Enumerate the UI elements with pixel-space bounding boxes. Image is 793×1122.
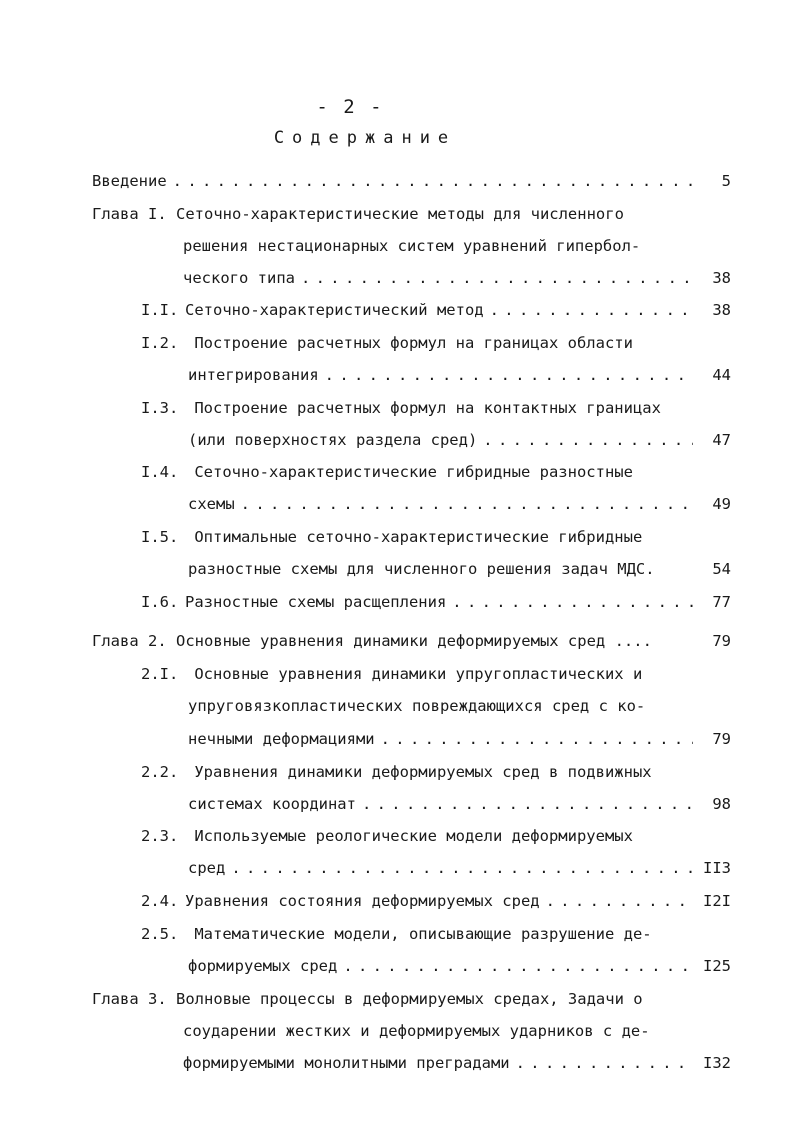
toc-entry-text: Используемые реологические модели деформируемых [194, 827, 633, 845]
leader-dots [301, 267, 693, 289]
toc-title: Содержание [273, 128, 457, 148]
toc-entry-1-6 [141, 591, 731, 613]
toc-entry-text: Оптимальные сеточно-характеристические гибридные [194, 528, 643, 546]
toc-page-number: 79 [712, 730, 731, 748]
toc-entry-1-3 [141, 397, 731, 419]
toc-entry-line [188, 429, 731, 451]
toc-entry-number: I.I. [141, 301, 179, 319]
toc-entry-text: формируемых сред [188, 957, 338, 975]
leader-dots [362, 793, 693, 815]
toc-entry-text: Сеточно-характеристический метод [185, 301, 484, 319]
toc-entry-number: I.4. [141, 463, 179, 481]
toc-entry-1-2 [141, 332, 731, 354]
toc-entry-text: системах координат [188, 795, 356, 813]
toc-entry-text: Математические модели, описывающие разрушение де- [194, 925, 652, 943]
toc-entry-number: 2.5. [141, 925, 179, 943]
toc-entry-line [188, 493, 731, 515]
page-number: - 2 - [316, 96, 384, 118]
toc-page-number: II3 [703, 859, 731, 877]
toc-entry-number: 2.I. [141, 665, 179, 683]
leader-dots [231, 857, 693, 879]
leader-dots [516, 1052, 693, 1074]
toc-entry-2-2 [141, 761, 731, 783]
toc-entry-line [188, 695, 731, 717]
toc-entry-1-5 [141, 526, 731, 548]
toc-entry-intro [92, 170, 731, 192]
toc-entry-2-5 [141, 923, 731, 945]
toc-entry-text: разностные схемы для численного решения задач МДС. [188, 560, 655, 578]
leader-dots [173, 170, 693, 192]
toc-entry-text: упруговязкопластических повреждающихся сред с ко- [188, 697, 646, 715]
toc-page-number: 38 [712, 269, 731, 287]
toc-page-number: I25 [703, 957, 731, 975]
toc-entry-line [188, 793, 731, 815]
toc-entry-text: формируемыми монолитными преградами [183, 1054, 510, 1072]
toc-entry-number: Глава 2. [92, 632, 167, 650]
toc-entry-chapter-3 [92, 988, 731, 1010]
toc-entry-line [188, 857, 731, 879]
toc-page-number: 98 [712, 795, 731, 813]
toc-entry-number: I.2. [141, 334, 179, 352]
toc-entry-1-4 [141, 461, 731, 483]
toc-page-number: 47 [712, 431, 731, 449]
toc-entry-2-4 [141, 890, 731, 912]
toc-entry-chapter-1 [92, 203, 731, 225]
toc-entry-number: 2.2. [141, 763, 179, 781]
toc-entry-line [188, 955, 731, 977]
toc-entry-text: ческого типа [183, 269, 295, 287]
toc-page-number: 77 [712, 593, 731, 611]
toc-entry-line [183, 267, 731, 289]
leader-dots [490, 299, 693, 321]
toc-entry-text: Введение [92, 172, 167, 190]
toc-entry-text: (или поверхностях раздела сред) [188, 431, 478, 449]
leader-dots [325, 364, 693, 386]
toc-page-number: 54 [712, 560, 731, 578]
toc-entry-number: Глава 3. [92, 990, 167, 1008]
toc-entry-text: Основные уравнения динамики упругопластических и [194, 665, 643, 683]
toc-entry-chapter-2 [92, 630, 731, 652]
toc-entry-2-1 [141, 663, 731, 685]
toc-entry-line [188, 364, 731, 386]
toc-entry-text: Волновые процессы в деформируемых средах, Задачи о [176, 990, 643, 1008]
toc-entry-text: Сеточно-характеристические гибридные разностные [194, 463, 633, 481]
toc-page-number: 44 [712, 366, 731, 384]
toc-page-number: I32 [703, 1054, 731, 1072]
toc-entry-text: Уравнения состояния деформируемых сред [185, 892, 540, 910]
toc-entry-2-3 [141, 825, 731, 847]
toc-entry-text: интегрирования [188, 366, 319, 384]
toc-page-number: 5 [721, 172, 731, 190]
toc-entry-text: сред [188, 859, 226, 877]
toc-entry-line [183, 1052, 731, 1074]
toc-entry-number: 2.3. [141, 827, 179, 845]
toc-page-number: 38 [712, 301, 731, 319]
toc-entry-line [183, 1020, 731, 1042]
toc-entry-text: Уравнения динамики деформируемых сред в подвижных [194, 763, 652, 781]
toc-entry-text: соударении жестких и деформируемых ударников с де- [183, 1022, 650, 1040]
toc-entry-text: нечными деформациями [188, 730, 375, 748]
toc-entry-text: Основные уравнения динамики деформируемых сред .... [176, 632, 652, 650]
toc-entry-text: Сеточно-характеристические методы для численного [176, 205, 624, 223]
toc-entry-text: решения нестационарных систем уравнений гипербол- [183, 237, 641, 255]
leader-dots [241, 493, 693, 515]
toc-page-number: 79 [712, 632, 731, 650]
toc-entry-line [183, 235, 731, 257]
toc-entry-line [188, 728, 731, 750]
toc-entry-line [188, 558, 731, 580]
toc-entry-text: схемы [188, 495, 235, 513]
toc-page-number: I2I [703, 892, 731, 910]
leader-dots [452, 591, 693, 613]
toc-page-number: 49 [712, 495, 731, 513]
toc-entry-1-1 [141, 299, 731, 321]
toc-entry-number: Глава I. [92, 205, 167, 223]
leader-dots [343, 955, 693, 977]
toc-entry-number: 2.4. [141, 892, 179, 910]
toc-entry-number: I.5. [141, 528, 179, 546]
toc-entry-text: Построение расчетных формул на контактных границах [194, 399, 661, 417]
toc-entry-text: Разностные схемы расщепления [185, 593, 447, 611]
toc-entry-number: I.6. [141, 593, 179, 611]
leader-dots [483, 429, 693, 451]
toc-entry-text: Построение расчетных формул на границах области [194, 334, 633, 352]
toc-entry-number: I.3. [141, 399, 179, 417]
leader-dots [381, 728, 693, 750]
leader-dots [546, 890, 693, 912]
